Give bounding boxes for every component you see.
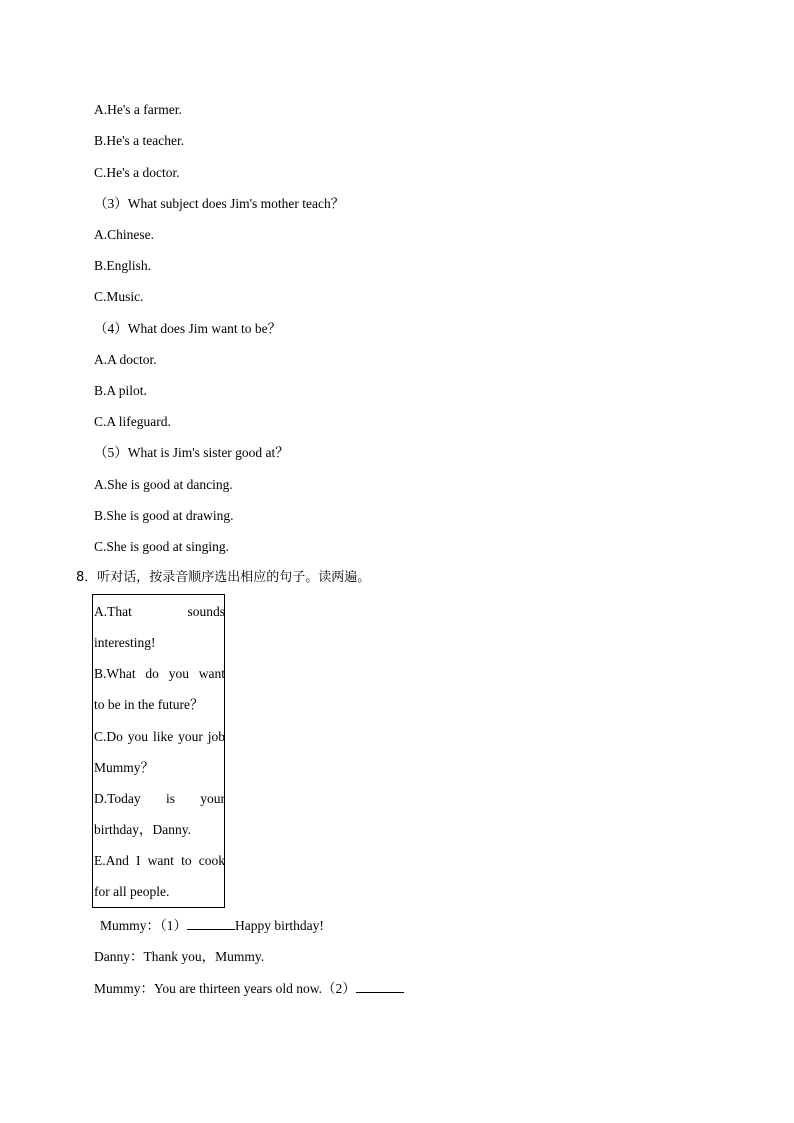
dialog-speaker-text: Mummy：（1） xyxy=(100,918,188,933)
q3-option-c: C.Music. xyxy=(94,289,144,304)
q3-option-a: A.Chinese. xyxy=(94,227,154,242)
section-8-title: 8．听对话，按录音顺序选出相应的句子。读两遍。 xyxy=(76,570,371,585)
box-line: Mummy？ xyxy=(94,760,155,775)
box-line: A.That sounds xyxy=(94,604,225,619)
q2-option-a: A.He's a farmer. xyxy=(94,102,182,117)
box-line: birthday，Danny. xyxy=(94,822,191,837)
q3-title: （3）What subject does Jim's mother teach？ xyxy=(94,196,345,211)
q5-option-c: C.She is good at singing. xyxy=(94,539,230,554)
dialog-line-3 xyxy=(94,979,404,998)
box-line: C.Do you like your job xyxy=(94,729,225,744)
q4-option-a: A.A doctor. xyxy=(94,352,157,367)
box-line: interesting! xyxy=(94,635,156,650)
q5-option-a: A.She is good at dancing. xyxy=(94,477,233,492)
answer-blank-1[interactable] xyxy=(187,916,235,930)
dialog-line-1 xyxy=(100,916,324,935)
q4-option-c: C.A lifeguard. xyxy=(94,414,171,429)
box-line: D.Today is your xyxy=(94,791,225,806)
q5-option-b: B.She is good at drawing. xyxy=(94,508,234,523)
box-line: B.What do you want xyxy=(94,666,225,681)
dialog-speaker-text: Mummy：You are thirteen years old now.（2） xyxy=(94,981,356,996)
answer-blank-2[interactable] xyxy=(356,979,404,993)
q2-option-c: C.He's a doctor. xyxy=(94,165,180,180)
q3-option-b: B.English. xyxy=(94,258,152,273)
q5-title: （5）What is Jim's sister good at？ xyxy=(94,445,289,460)
q4-option-b: B.A pilot. xyxy=(94,383,147,398)
sentence-options-box xyxy=(92,594,225,908)
box-line: E.And I want to cook xyxy=(94,853,225,868)
box-line: to be in the future？ xyxy=(94,697,204,712)
dialog-text: Happy birthday! xyxy=(235,918,324,933)
dialog-line-2: Danny：Thank you，Mummy. xyxy=(94,949,265,964)
q2-option-b: B.He's a teacher. xyxy=(94,133,185,148)
box-line: for all people. xyxy=(94,884,170,899)
q4-title: （4）What does Jim want to be？ xyxy=(94,321,282,336)
